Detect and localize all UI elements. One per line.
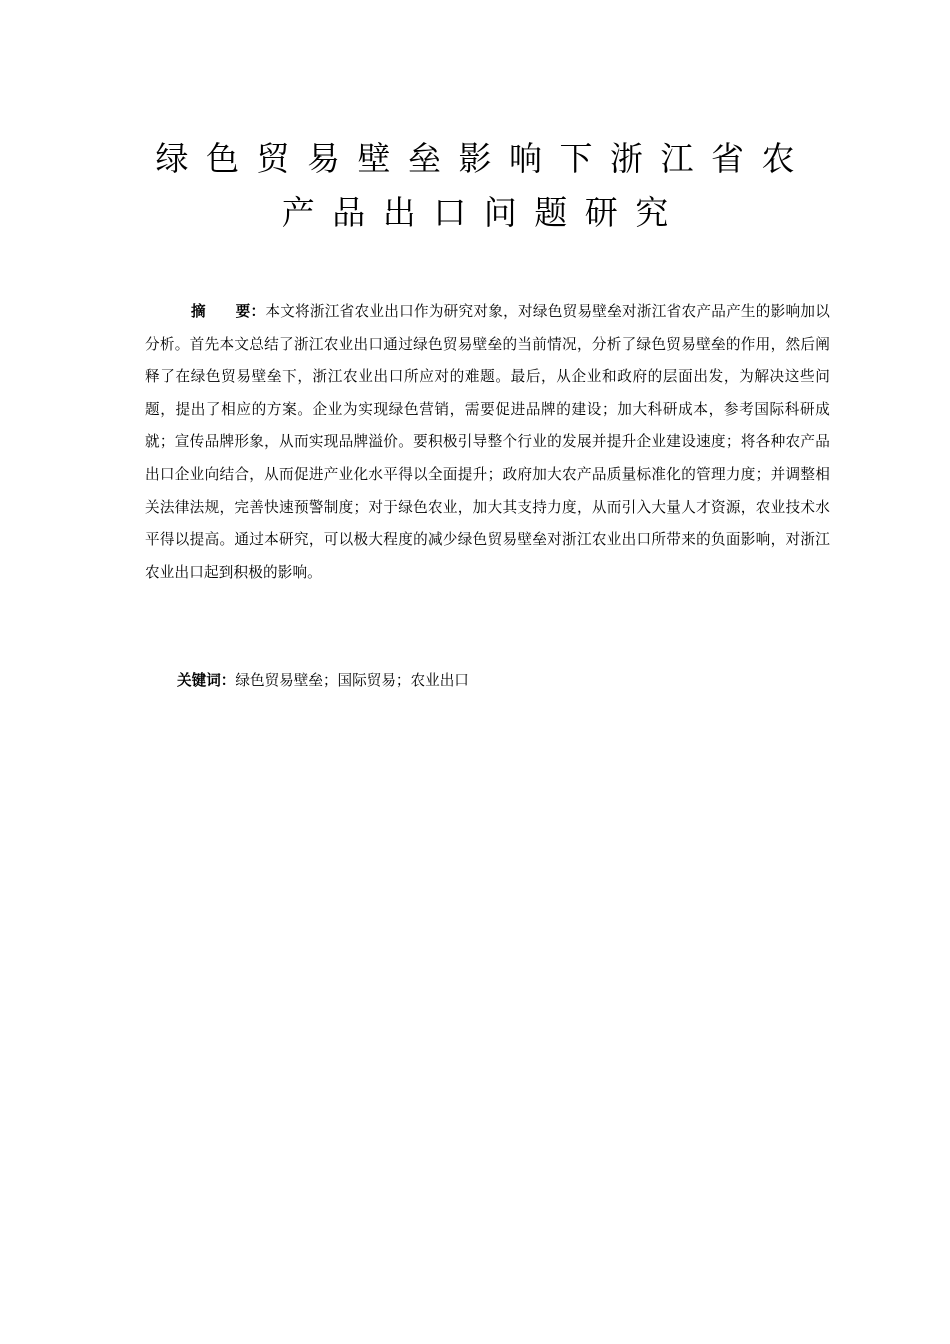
title-line-1: 绿色贸易壁垒影响下浙江省农 bbox=[155, 139, 812, 178]
abstract-paragraph bbox=[145, 296, 830, 589]
abstract-text: 本文将浙江省农业出口作为研究对象，对绿色贸易壁垒对浙江省农产品产生的影响加以分析。首先本文总结了浙江农业出口通过绿色贸易壁垒的当前情况，分析了绿色贸易壁垒的作用，然后阐释了在绿色贸易壁垒下，浙江农业出口所应对的难题。最后，从企业和政府的层面出发，为解决这些问题，提出了相应的方案。企业为实现绿色营销，需要促进品牌的建设；加大科研成本，参考国际科研成就；宣传品牌形象，从而实现品牌溢价。要积极引导整个行业的发展并提升企业建设速度；将各种农产品出口企业向结合，从而促进产业化水平得以全面提升；政府加大农产品质量标准化的管理力度；并调整相关法律法规，完善快速预警制度；对于绿色农业，加大其支持力度，从而引入大量人才资源，农业技术水平得以提高。通过本研究，可以极大程度的减少绿色贸易壁垒对浙江农业出口所带来的负面影响，对浙江农业出口起到积极的影响。 bbox=[145, 303, 830, 581]
keywords-paragraph bbox=[145, 665, 830, 698]
keywords-text: 绿色贸易壁垒；国际贸易；农业出口 bbox=[235, 672, 469, 689]
title-line-2: 产品出口问题研究 bbox=[281, 193, 686, 232]
paper-title bbox=[100, 132, 850, 240]
keywords-label: 关键词： bbox=[177, 672, 236, 689]
abstract-label: 摘 要： bbox=[191, 303, 266, 320]
